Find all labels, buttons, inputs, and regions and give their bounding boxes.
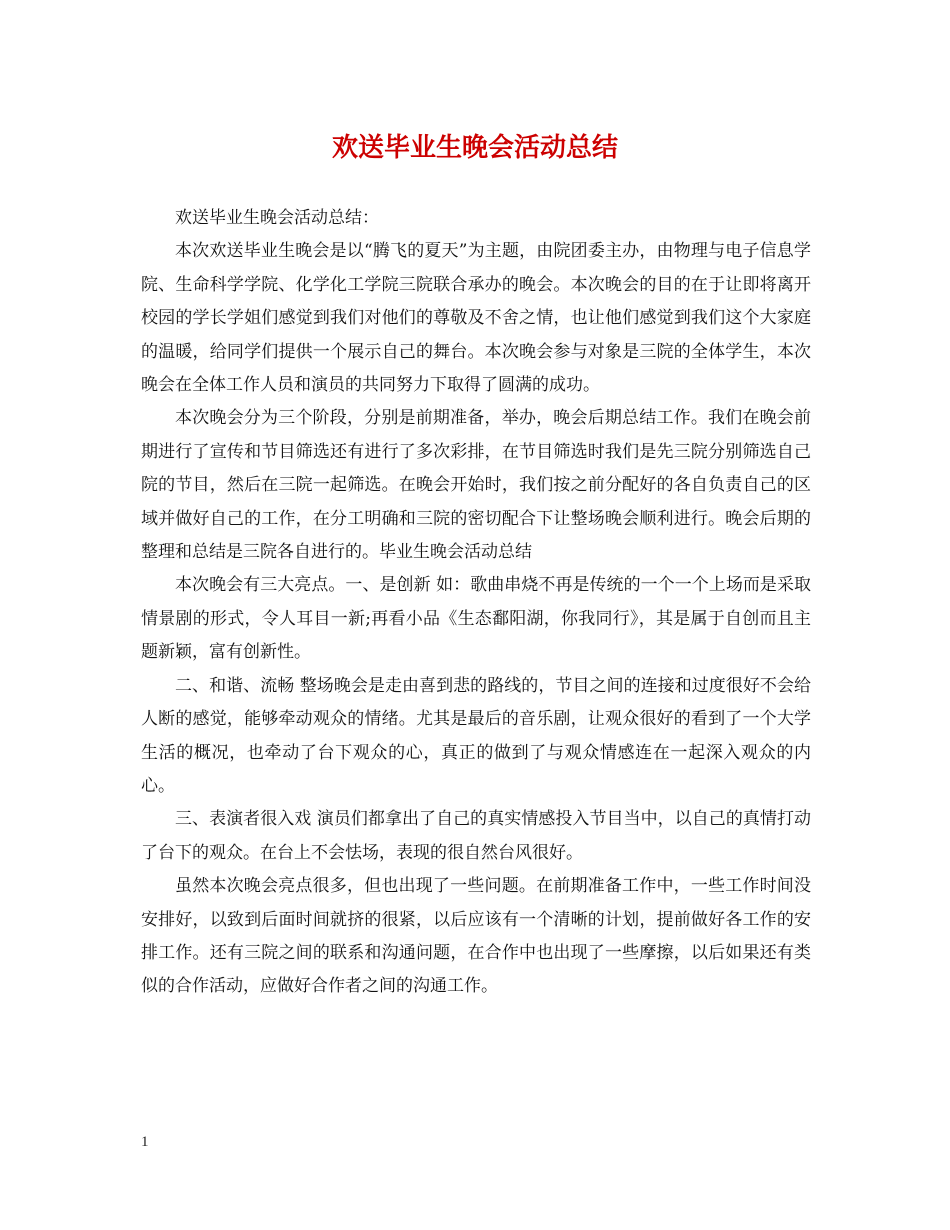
document-body — [141, 202, 811, 1004]
paragraph-highlight-innovation: 本次晚会有三大亮点。一、是创新 如：歌曲串烧不再是传统的一个一个上场而是采取情景剧的形式，令人耳目一新;再看小品《生态鄱阳湖，你我同行》，其是属于自创而且主题新颖，富有创新性。 — [141, 575, 811, 663]
paragraph-problems: 虽然本次晚会亮点很多，但也出现了一些问题。在前期准备工作中，一些工作时间没安排好，以致到后面时间就挤的很紧，以后应该有一个清晰的计划，提前做好各工作的安排工作。还有三院之间的联系和沟通问题，在合作中也出现了一些摩擦，以后如果还有类似的合作活动，应做好合作者之间的沟通工作。 — [141, 876, 811, 997]
paragraph-overview: 本次欢送毕业生晚会是以“腾飞的夏天”为主题，由院团委主办，由物理与电子信息学院、生命科学学院、化学化工学院三院联合承办的晚会。本次晚会的目的在于让即将离开校园的学长学姐们感觉到我们对他们的尊敬及不舍之情，也让他们感觉到我们这个大家庭的温暖，给同学们提供一个展示自己的舞台。本次晚会参与对象是三院的全体学生，本次晚会在全体工作人员和演员的共同努力下取得了圆满的成功。 — [141, 241, 811, 396]
paragraph-highlight-performers: 三、表演者很入戏 演员们都拿出了自己的真实情感投入节目当中，以自己的真情打动了台下的观众。在台上不会怯场，表现的很自然台风很好。 — [141, 809, 811, 863]
page-number: 1 — [141, 1134, 149, 1150]
document-title: 欢送毕业生晚会活动总结 — [331, 133, 618, 163]
paragraph-intro: 欢送毕业生晚会活动总结： — [175, 208, 379, 228]
paragraph-highlight-harmony: 二、和谐、流畅 整场晚会是走由喜到悲的路线的，节目之间的连接和过度很好不会给人断的感觉，能够牵动观众的情绪。尤其是最后的音乐剧，让观众很好的看到了一个大学生活的概况，也牵动了台下观众的心，真正的做到了与观众情感连在一起深入观众的内心。 — [141, 675, 811, 796]
paragraph-stages: 本次晚会分为三个阶段，分别是前期准备，举办，晚会后期总结工作。我们在晚会前期进行了宣传和节目筛选还有进行了多次彩排，在节目筛选时我们是先三院分别筛选自己院的节目，然后在三院一起筛选。在晚会开始时，我们按之前分配好的各自负责自己的区域并做好自己的工作，在分工明确和三院的密切配合下让整场晚会顺利进行。晚会后期的整理和总结是三院各自进行的。毕业生晚会活动总结 — [141, 408, 811, 563]
